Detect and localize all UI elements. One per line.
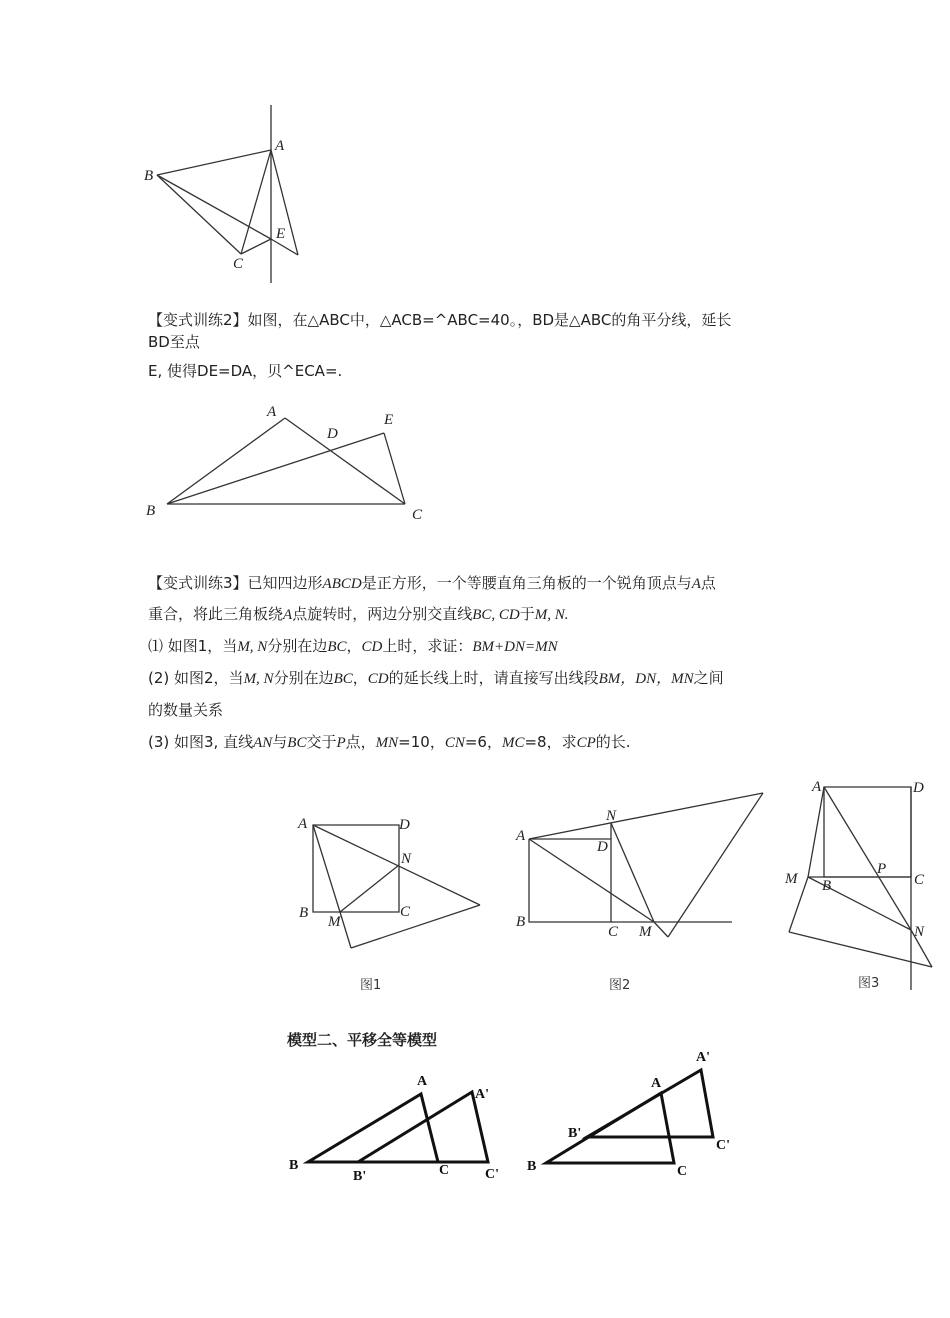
exercise2-line2: BD至点: [148, 333, 200, 351]
label-b-prime: B': [568, 1126, 582, 1141]
figure-top: [140, 100, 320, 290]
label-e: E: [384, 412, 394, 428]
label-c: C: [914, 872, 925, 888]
exercise2-line3: E, 使得DE=DA，贝^ECA=.: [148, 362, 343, 380]
triangle-abc: [546, 1093, 674, 1163]
segment-a-vertex: [313, 825, 480, 905]
exercise3-question2-line1: (2) 如图2，当M, N分别在边BC，CD的延长线上时，请直接写出线段BM，DN，MN之间: [148, 669, 724, 687]
segment-am: [529, 839, 654, 922]
exercise2-line1: 【变式训练2】如图，在△ABC中，△ACB=^ABC=40。，BD是△ABC的角平分线，延长: [148, 311, 732, 329]
label-a: A: [417, 1074, 428, 1089]
segment-mn: [340, 865, 399, 912]
label-b-prime: B': [353, 1169, 367, 1184]
label-d: D: [399, 817, 410, 833]
segment-be: [167, 433, 384, 504]
label-b: B: [144, 168, 154, 184]
label-c: C: [439, 1163, 450, 1178]
label-c: C: [233, 256, 244, 272]
model2-figure-right: [520, 1045, 750, 1180]
label-p: P: [877, 861, 887, 877]
figure-2: [510, 790, 770, 950]
label-a-prime: A': [475, 1087, 489, 1102]
segment-ba: [157, 150, 271, 175]
segment-ac: [285, 418, 405, 504]
square-abcd: [824, 787, 911, 877]
label-a: A: [298, 816, 308, 832]
segment-ce: [241, 239, 271, 254]
segment-am: [313, 825, 340, 912]
label-c: C: [677, 1164, 688, 1179]
label-n: N: [914, 924, 925, 940]
figure-3: [780, 770, 940, 998]
label-c-prime: C': [716, 1138, 730, 1153]
label-c: C: [608, 924, 619, 940]
label-b: B: [146, 503, 156, 519]
label-m: M: [639, 924, 652, 940]
segment-far-m: [654, 922, 668, 937]
label-a: A: [812, 779, 822, 795]
label-m: M: [785, 871, 798, 887]
label-c: C: [412, 507, 423, 523]
label-b: B: [822, 878, 832, 894]
label-c-prime: C': [485, 1167, 499, 1182]
label-b: B: [289, 1158, 299, 1173]
caption-fig1: 图1: [360, 978, 382, 993]
label-b: B: [516, 914, 526, 930]
exercise3-question3: (3) 如图3, 直线AN与BC交于P点，MN=10，CN=6，MC=8，求CP的长.: [148, 733, 631, 751]
triangle-a1b1c1: [587, 1070, 713, 1137]
label-a: A: [516, 828, 526, 844]
exercise3-question1: ⑴ 如图1，当M, N分别在边BC，CD上时，求证：BM+DN=MN: [148, 637, 558, 655]
label-a-prime: A': [696, 1050, 710, 1065]
label-b: B: [299, 905, 309, 921]
segment-a-vertex: [529, 793, 763, 839]
label-e: E: [276, 226, 286, 242]
segment-am: [808, 787, 824, 877]
label-a: A: [651, 1076, 662, 1091]
label-d: D: [913, 780, 924, 796]
label-n: N: [401, 851, 412, 867]
label-c: C: [400, 904, 411, 920]
segment-ba: [167, 418, 285, 504]
figure-1: [290, 810, 490, 960]
label-d: D: [597, 839, 608, 855]
exercise3-intro-line2: 重合，将此三角板绕A点旋转时，两边分别交直线BC, CD于M, N.: [148, 605, 569, 623]
figure-ex2: [140, 398, 440, 528]
label-n: N: [606, 808, 617, 824]
model2-heading: 模型二、平移全等模型: [287, 1031, 438, 1049]
label-b: B: [527, 1159, 537, 1174]
segment-ec: [384, 433, 405, 504]
label-a: A: [267, 404, 277, 420]
segment-ac: [241, 150, 271, 254]
segment-an: [824, 787, 911, 930]
exercise3-intro-line1: 【变式训练3】已知四边形ABCD是正方形，一个等腰直角三角板的一个锐角顶点与A点: [148, 574, 716, 592]
label-d: D: [327, 426, 338, 442]
exercise3-question2-line2: 的数量关系: [148, 701, 224, 719]
caption-fig2: 图2: [609, 978, 631, 993]
label-a: A: [275, 138, 285, 154]
segment-vertex-far: [668, 793, 763, 937]
segment-far-m: [340, 912, 351, 948]
model2-figure-left: [285, 1070, 515, 1190]
caption-fig3: 图3: [858, 976, 880, 991]
label-m: M: [328, 914, 341, 930]
